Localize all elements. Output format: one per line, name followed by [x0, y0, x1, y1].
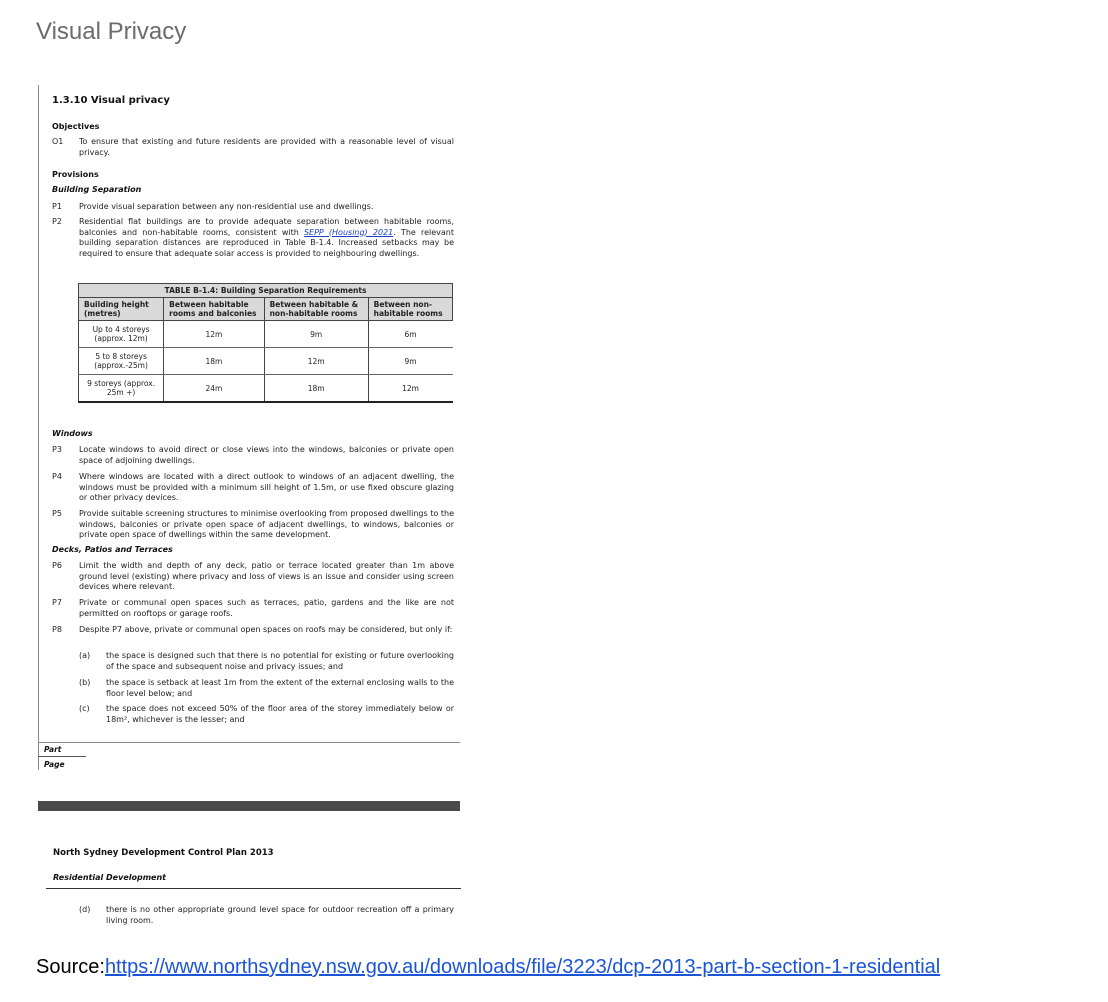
table-header: Building height (metres): [79, 298, 164, 321]
document-margin-line: [38, 85, 39, 770]
decks-heading: Decks, Patios and Terraces: [52, 545, 173, 554]
provision-number: P1: [52, 202, 62, 211]
sub-provision-b: [79, 678, 454, 699]
provision-text-part: . The relevant building separation distances are reproduced in Table B-1.4. Increased setbacks may be required to ensure that adequate solar access is provided to neighbouring dwellings.: [79, 227, 454, 258]
sub-provision-c: [79, 704, 454, 725]
table-header: Between habitable & non-habitable rooms: [264, 298, 368, 321]
table-cell: 18m: [164, 348, 264, 375]
provision-number: P2: [52, 217, 62, 226]
sub-provision-a: [79, 651, 454, 672]
table-row: [79, 375, 453, 403]
objective-number: O1: [52, 137, 64, 146]
provisions-heading: Provisions: [52, 170, 99, 179]
table-header: Between habitable rooms and balconies: [164, 298, 264, 321]
provision-number: P4: [52, 472, 62, 481]
sub-provision-number: (d): [79, 905, 91, 914]
plan-title: North Sydney Development Control Plan 2013: [53, 848, 274, 858]
provision-number: P8: [52, 625, 62, 634]
source-line: [36, 956, 940, 979]
provision-p3: [52, 445, 454, 466]
building-separation-heading: Building Separation: [52, 185, 142, 194]
table-cell: 12m: [368, 375, 452, 403]
provision-text: Private or communal open spaces such as terraces, patio, gardens and the like are not permitted on rooftops or garage roofs.: [79, 598, 454, 618]
table-caption: TABLE B-1.4: Building Separation Requirements: [79, 284, 453, 298]
provision-text: Despite P7 above, private or communal open spaces on roofs may be considered, but only if:: [79, 625, 453, 634]
table-cell: 9m: [368, 348, 452, 375]
table-row: [79, 321, 453, 348]
windows-heading: Windows: [52, 429, 93, 438]
table-cell: 12m: [264, 348, 368, 375]
provision-p8: [52, 625, 454, 636]
provision-text: Where windows are located with a direct outlook to windows of an adjacent dwelling, the windows must be provided with a minimum sill height of 1.5m, or use fixed obscure glazing or other privacy devices.: [79, 472, 454, 502]
provision-text-part: Residential flat buildings are to provide adequate separation between habitable rooms, balconies and non-habitable rooms, consistent with: [79, 217, 454, 237]
provision-p4: [52, 472, 454, 504]
footer-small-divider: [38, 756, 86, 757]
table-cell: 6m: [368, 321, 452, 348]
table-cell: 9 storeys (approx. 25m +): [79, 375, 164, 403]
table-cell: 5 to 8 storeys (approx.-25m): [79, 348, 164, 375]
provision-p5: [52, 509, 454, 541]
sub-provision-text: the space does not exceed 50% of the floor area of the storey immediately below or 18m², whichever is the lesser; and: [106, 704, 454, 724]
page-title: Visual Privacy: [36, 18, 187, 45]
table-cell: 9m: [264, 321, 368, 348]
page-break-bar: [38, 801, 460, 811]
sepp-housing-link[interactable]: SEPP (Housing) 2021: [303, 227, 394, 237]
provision-p6: [52, 561, 454, 593]
table-cell: Up to 4 storeys (approx. 12m): [79, 321, 164, 348]
provision-text: Locate windows to avoid direct or close views into the windows, balconies or private open space of adjoining dwellings.: [79, 445, 454, 465]
sub-provision-text: the space is setback at least 1m from the extent of the external enclosing walls to the floor level below; and: [106, 678, 454, 698]
table-row: [79, 348, 453, 375]
sub-provision-text: the space is designed such that there is no potential for existing or future overlooking of the space and subsequent noise and privacy issues; and: [106, 651, 454, 671]
table-cell: 18m: [264, 375, 368, 403]
sub-provision-text: there is no other appropriate ground level space for outdoor recreation off a primary living room.: [106, 905, 454, 925]
table-header: Between non-habitable rooms: [368, 298, 452, 321]
source-link[interactable]: https://www.northsydney.nsw.gov.au/downloads/file/3223/dcp-2013-part-b-section-1-residential: [104, 956, 941, 978]
provision-number: P3: [52, 445, 62, 454]
provision-p2: [52, 217, 454, 259]
provision-p7: [52, 598, 454, 619]
footer-part-label: Part: [44, 745, 62, 754]
table-cell: 12m: [164, 321, 264, 348]
provision-text: [79, 217, 454, 259]
residential-development-label: Residential Development: [53, 873, 166, 882]
sub-provision-number: (a): [79, 651, 91, 660]
sub-provision-number: (c): [79, 704, 90, 713]
footer-divider: [38, 742, 460, 743]
footer-page-label: Page: [44, 760, 65, 769]
provision-text: Provide suitable screening structures to minimise overlooking from proposed dwellings to the windows, balconies or private open space of adjacent dwellings, to windows, balconies or private open space of dwellings within the same development.: [79, 509, 454, 539]
objectives-heading: Objectives: [52, 122, 100, 131]
sub-provision-d: [79, 905, 454, 926]
table-cell: 24m: [164, 375, 264, 403]
provision-text: Provide visual separation between any non-residential use and dwellings.: [79, 202, 374, 211]
provision-number: P6: [52, 561, 62, 570]
objective-text: To ensure that existing and future residents are provided with a reasonable level of visual privacy.: [79, 137, 454, 157]
provision-number: P5: [52, 509, 62, 518]
building-separation-table: [78, 283, 453, 403]
provision-p1: [52, 202, 454, 213]
provision-number: P7: [52, 598, 62, 607]
section-title: 1.3.10 Visual privacy: [52, 95, 170, 106]
provision-text: Limit the width and depth of any deck, patio or terrace located greater than 1m above ground level (existing) where privacy and loss of views is an issue and consider using screen devices where relevant.: [79, 561, 454, 591]
header-rule: [46, 888, 461, 889]
sub-provision-number: (b): [79, 678, 91, 687]
source-label: Source:: [36, 956, 105, 978]
objective-o1: [52, 137, 454, 158]
